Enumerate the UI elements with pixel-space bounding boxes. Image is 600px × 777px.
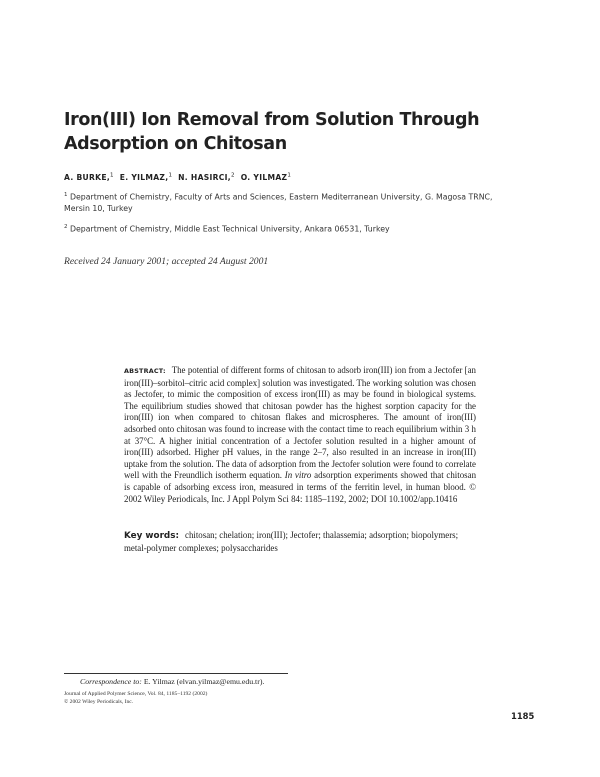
author: O. YILMAZ$^1$ bbox=[240, 172, 292, 182]
author: E. YILMAZ,$^1$ bbox=[119, 172, 173, 182]
abstract-italic: In vitro bbox=[284, 470, 312, 481]
keywords bbox=[124, 530, 476, 554]
author: N. HASIRCI,$^2$ bbox=[178, 172, 235, 182]
author: A. BURKE,$^1$ bbox=[64, 172, 114, 182]
paper-title: Iron(III) Ion Removal from Solution Through Adsorption on Chitosan bbox=[64, 110, 480, 154]
footnote-rule bbox=[64, 673, 288, 674]
abstract-text-cont: adsorption experiments showed that chitosan is capable of adsorbing excess iron, measured in terms of the ferritin level, in human blood. © 2002 Wiley Periodicals, Inc. J Appl Polym Sci 84: 1185–1192, 2002; DOI 10.1002/app.10416 bbox=[124, 470, 477, 504]
keywords-text: chitosan; chelation; iron(III); Jectofer; thalassemia; adsorption; biopolymers; metal-polymer complexes; polysaccharides bbox=[124, 530, 459, 553]
journal-info: Journal of Applied Polymer Science, Vol. 84, 1185–1192 (2002) © 2002 Wiley Periodicals, Inc. bbox=[64, 691, 208, 705]
received-dates: Received 24 January 2001; accepted 24 August 2001 bbox=[64, 256, 269, 267]
abstract-label: ABSTRACT: bbox=[124, 367, 166, 375]
abstract bbox=[124, 365, 476, 505]
page-number: 1185 bbox=[511, 711, 535, 721]
abstract-text: The potential of different forms of chitosan to adsorb iron(III) ion from a Jectofer [an iron(III)–sorbitol–citric acid complex] solution was investigated. The working solution was chosen as Jectofer, to mimic the composition of excess iron(III) as may be found in biological systems. The equilibrium studies showed that chitosan powder has the highest sorption capacity for the iron(III) ion when compared to chitosan flakes and microspheres. The amount of iron(III) adsorbed onto chitosan was found to increase with the contact time to reach equilibrium within 3 h at 37°C. A higher initial concentration of a Jectofer solution resulted in a higher amount of iron(III) adsorbed. Higher pH values, in the range 2–7, also resulted in an increase in iron(III) uptake from the solution. The data of adsorption from the Jectofer solution were found to correlate well with the Freundlich isotherm equation. bbox=[124, 365, 476, 481]
affiliation-2: $^2$ Department of Chemistry, Middle East Technical University, Ankara 06531, Turkey bbox=[64, 224, 390, 234]
correspondence-note: Correspondence to: E. Yilmaz (elvan.yilmaz@emu.edu.tr). bbox=[80, 677, 265, 686]
author-list bbox=[64, 172, 291, 182]
keywords-label: Key words: bbox=[124, 531, 179, 541]
affiliation-1: $^1$ Department of Chemistry, Faculty of Arts and Sciences, Eastern Mediterranean University, G. Magosa TRNC, Mersin 10, Turkey bbox=[64, 192, 493, 214]
